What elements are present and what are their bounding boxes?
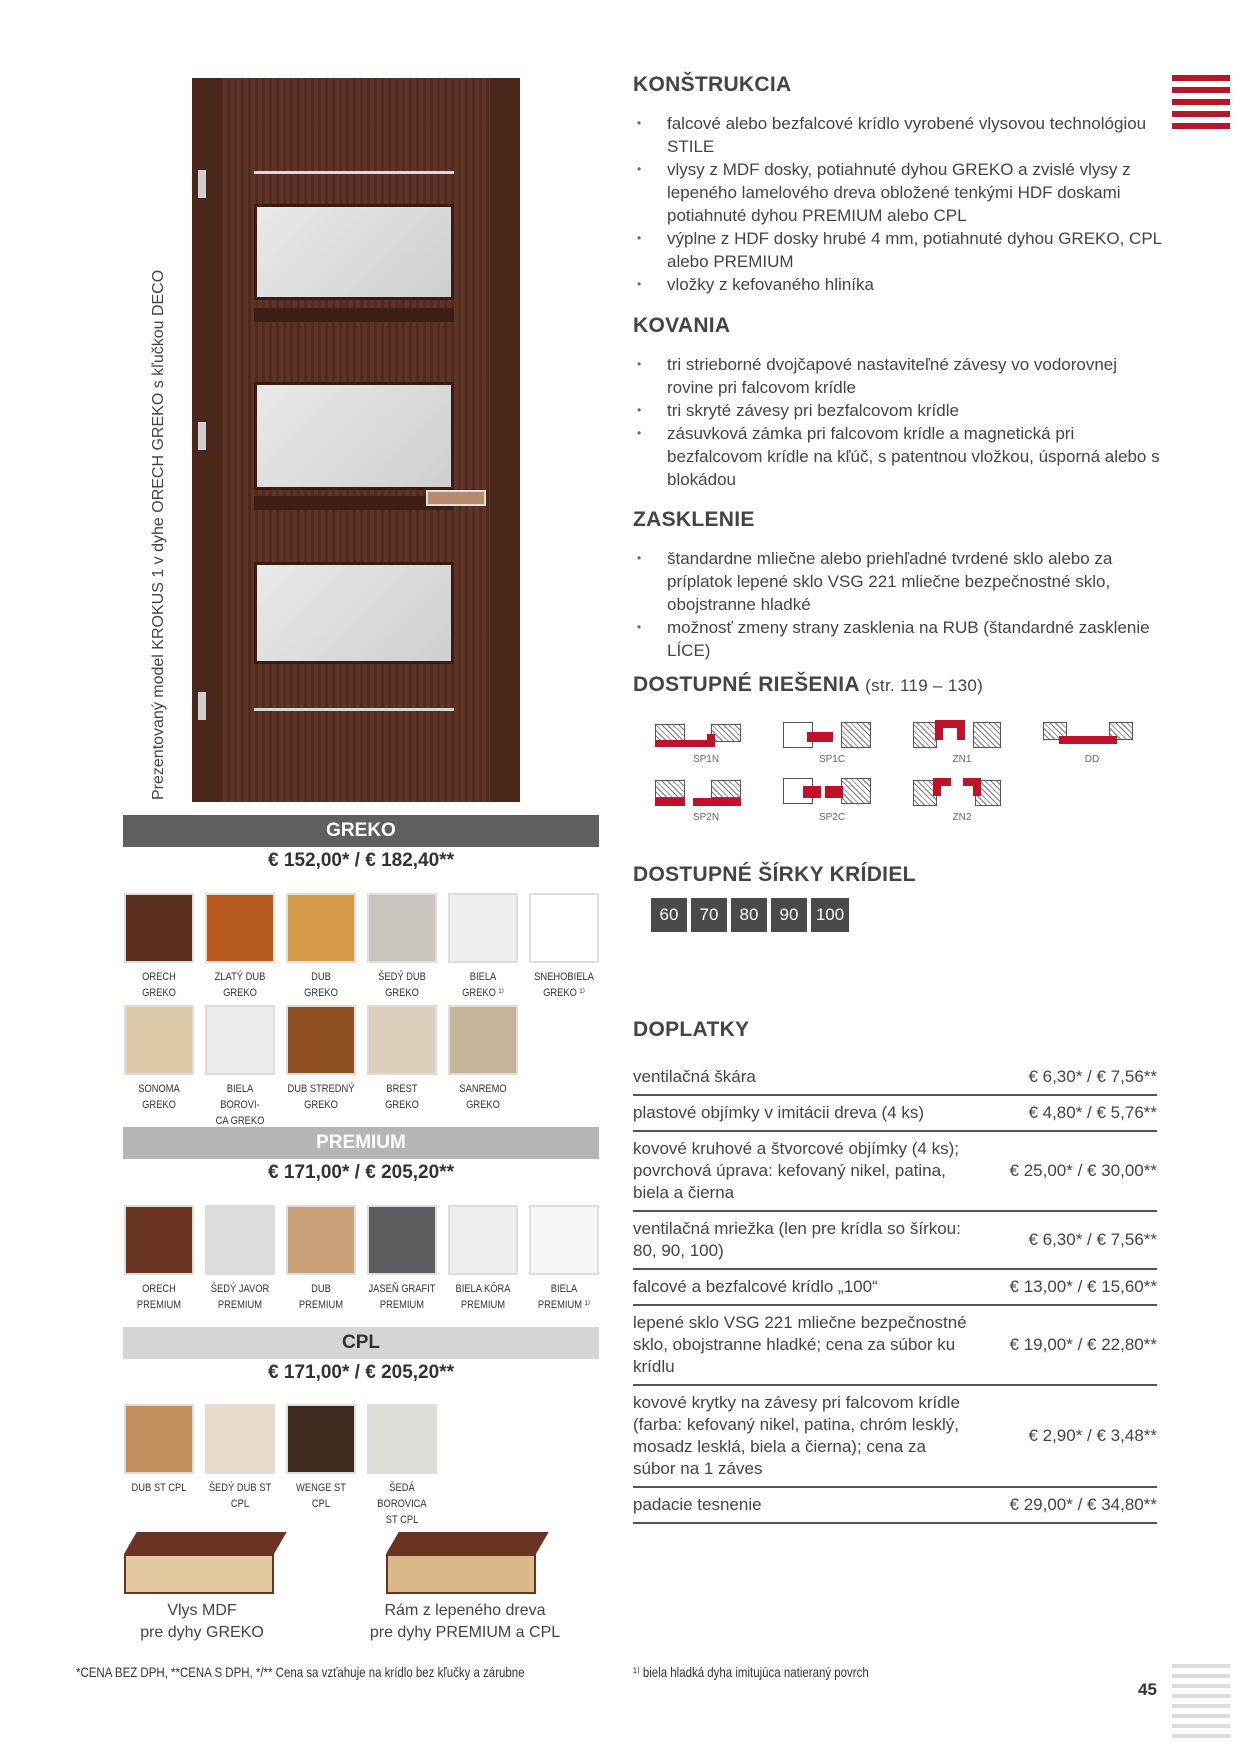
swatch-label: DUB GREKO	[304, 971, 338, 999]
swatch-label: SNEHOBIELA GREKO ¹⁾	[534, 971, 594, 999]
hinge-icon	[198, 692, 206, 720]
color-swatch	[286, 1205, 356, 1275]
extra-price: € 6,30* / € 7,56**	[1028, 1230, 1157, 1249]
color-swatch	[124, 1005, 194, 1075]
swatch-label: ORECH GREKO	[142, 971, 176, 999]
extra-label: kovové kruhové a štvorcové objímky (4 ks); povrchová úprava: kefovaný nikel, patina, biela a čierna	[633, 1139, 959, 1202]
extra-label: kovové krytky na závesy pri falcovom krídle (farba: kefovaný nikel, patina, chróm lesklý, mosadz lesklá, biela a čierna); cena za súbor na 1 záves	[633, 1393, 960, 1478]
table-row	[633, 1060, 1157, 1096]
list-item: • štandardne mliečne alebo priehľadné tvrdené sklo alebo za príplatok lepené sklo VSG 221 mliečne bezpečnostné sklo, obojstranne hladké	[633, 547, 1163, 616]
color-swatch	[286, 1005, 356, 1075]
swatch-label: DUB STREDNÝ GREKO	[287, 1083, 355, 1111]
color-swatch	[529, 893, 599, 963]
swatch-label: SONOMA GREKO	[138, 1083, 180, 1111]
door-stile-left	[192, 78, 222, 802]
premium-band: PREMIUM	[123, 1127, 599, 1159]
list-item: • vlysy z MDF dosky, potiahnuté dyhou GREKO a zvislé vlysy z lepeného lamelového dreva obložené tenkými HDF doskami potiahnuté dyhou PREMIUM alebo CPL	[633, 158, 1163, 227]
solution-dd-icon: DD	[1037, 718, 1147, 768]
swatch-label: SANREMO GREKO	[459, 1083, 507, 1111]
color-swatch	[367, 1205, 437, 1275]
glass-panel	[254, 382, 454, 490]
doplatky-table	[633, 1060, 1157, 1524]
color-swatch	[286, 893, 356, 963]
color-swatch	[448, 1005, 518, 1075]
solution-sp1c-icon: SP1C	[777, 718, 887, 768]
color-swatch	[124, 1205, 194, 1275]
sirky-heading: DOSTUPNÉ ŠÍRKY KRÍDIEL	[633, 863, 916, 886]
premium-price: € 171,00* / € 205,20**	[268, 1162, 454, 1183]
aluminium-strip	[254, 171, 454, 174]
color-swatch	[205, 1205, 275, 1275]
width-90: 90	[771, 898, 807, 932]
solution-zn1-icon: ZN1	[907, 718, 1017, 768]
extra-price: € 6,30* / € 7,56**	[1028, 1067, 1157, 1086]
extra-price: € 13,00* / € 15,60**	[1009, 1277, 1157, 1296]
width-100: 100	[811, 898, 849, 932]
width-60: 60	[651, 898, 687, 932]
swatch-label: ŠEDÁ BOROVICA ST CPL	[377, 1482, 427, 1526]
swatch-label: ŠEDÝ JAVOR PREMIUM	[210, 1283, 270, 1311]
solution-sp2c-icon: SP2C	[777, 776, 887, 826]
swatch-label: ŠEDÝ DUB GREKO	[378, 971, 426, 999]
color-swatch	[205, 1404, 275, 1474]
swatch-label: WENGE ST CPL	[296, 1482, 346, 1510]
riesenia-heading: DOSTUPNÉ RIEŠENIA (str. 119 – 130)	[633, 673, 984, 696]
extra-label: lepené sklo VSG 221 mliečne bezpečnostné sklo, obojstranne hladké; cena za súbor ku krídlu	[633, 1313, 967, 1376]
extra-label: ventilačná mriežka (len pre krídla so šírkou: 80, 90, 100)	[633, 1219, 961, 1260]
width-70: 70	[691, 898, 727, 932]
list-item: • možnosť zmeny strany zasklenia na RUB (štandardné zasklenie LÍCE)	[633, 616, 1163, 662]
door-rail	[254, 308, 454, 322]
kovania-heading: KOVANIA	[633, 314, 731, 337]
color-swatch	[367, 1005, 437, 1075]
extra-price: € 25,00* / € 30,00**	[1009, 1161, 1157, 1180]
extra-label: ventilačná škára	[633, 1067, 756, 1086]
glass-panel	[254, 204, 454, 300]
greko-price: € 152,00* / € 182,40**	[268, 850, 454, 871]
doplatky-heading: DOPLATKY	[633, 1018, 750, 1041]
list-item: • výplne z HDF dosky hrubé 4 mm, potiahnuté dyhou GREKO, CPL alebo PREMIUM	[633, 227, 1163, 273]
color-swatch	[367, 1404, 437, 1474]
extra-label: plastové objímky v imitácii dreva (4 ks)	[633, 1103, 924, 1122]
greko-band: GREKO	[123, 815, 599, 847]
table-row	[633, 1386, 1157, 1488]
door-stile-right	[490, 78, 520, 802]
door-caption: Prezentovaný model KROKUS 1 v dyhe ORECH GREKO s kľučkou DECO	[150, 269, 167, 800]
swatch-label: BIELA KÔRA PREMIUM	[455, 1283, 511, 1311]
wood-frame-profile-image	[386, 1532, 546, 1600]
color-swatch	[205, 893, 275, 963]
width-80: 80	[731, 898, 767, 932]
swatch-label: JASEŇ GRAFIT PREMIUM	[368, 1283, 436, 1311]
table-row	[633, 1096, 1157, 1132]
riesenia-pages: (str. 119 – 130)	[865, 676, 984, 695]
list-item: • zásuvková zámka pri falcovom krídle a magnetická pri bezfalcovom krídle na kľúč, s patentnou vložkou, úsporná alebo s blokádou	[633, 422, 1163, 491]
glass-panel	[254, 562, 454, 664]
color-swatch	[286, 1404, 356, 1474]
mdf-profile-image	[124, 1532, 284, 1600]
color-swatch	[205, 1005, 275, 1075]
solution-sp2n-icon: SP2N	[651, 776, 761, 826]
zasklenie-list	[633, 547, 1163, 662]
list-item: • vložky z kefovaného hliníka	[633, 273, 1163, 296]
swatch-label: BIELA BOROVI- CA GREKO	[215, 1083, 265, 1127]
color-swatch	[124, 1404, 194, 1474]
hinge-icon	[198, 422, 206, 450]
table-row	[633, 1212, 1157, 1270]
solution-zn2-icon: ZN2	[907, 776, 1017, 826]
zasklenie-heading: ZASKLENIE	[633, 508, 755, 531]
extra-price: € 2,90* / € 3,48**	[1028, 1426, 1157, 1445]
cpl-price: € 171,00* / € 205,20**	[268, 1362, 454, 1383]
extra-price: € 29,00* / € 34,80**	[1009, 1495, 1157, 1514]
cpl-band: CPL	[123, 1327, 599, 1359]
swatch-label: BREST GREKO	[385, 1083, 419, 1111]
list-item: • tri strieborné dvojčapové nastaviteľné závesy vo vodorovnej rovine pri falcovom krídle	[633, 353, 1163, 399]
solution-sp1n-icon: SP1N	[651, 718, 761, 768]
kovania-list	[633, 353, 1163, 491]
color-swatch	[529, 1205, 599, 1275]
swatch-label: BIELA PREMIUM ¹⁾	[537, 1283, 591, 1311]
decorative-stripes-top	[1172, 75, 1230, 135]
extra-price: € 4,80* / € 5,76**	[1028, 1103, 1157, 1122]
page-number: 45	[1138, 1680, 1157, 1699]
table-row	[633, 1270, 1157, 1306]
door-rail	[254, 496, 454, 510]
color-swatch	[367, 893, 437, 963]
table-row	[633, 1132, 1157, 1212]
hinge-icon	[198, 170, 206, 198]
swatch-label: ŠEDÝ DUB ST CPL	[208, 1482, 272, 1510]
veneer-footnote: ¹⁾ biela hladká dyha imitujúca natieraný povrch	[633, 1664, 869, 1680]
swatch-label: ZLATÝ DUB GREKO	[214, 971, 266, 999]
color-swatch	[448, 893, 518, 963]
decorative-stripes-bottom	[1172, 1664, 1230, 1744]
swatch-label: BIELA GREKO ¹⁾	[462, 971, 504, 999]
extra-label: padacie tesnenie	[633, 1495, 762, 1514]
color-swatch	[448, 1205, 518, 1275]
price-footnote: *CENA BEZ DPH, **CENA S DPH, */** Cena sa vzťahuje na krídlo bez kľučky a zárubne	[76, 1664, 525, 1680]
table-row	[633, 1306, 1157, 1386]
extra-label: falcové a bezfalcové krídlo „100“	[633, 1277, 878, 1296]
color-swatch	[124, 893, 194, 963]
konstrukcia-list	[633, 112, 1163, 296]
extra-price: € 19,00* / € 22,80**	[1009, 1335, 1157, 1354]
door-image	[192, 78, 520, 802]
mdf-profile-label: Vlys MDF pre dyhy GREKO	[140, 1602, 264, 1641]
swatch-label: DUB ST CPL	[131, 1482, 187, 1494]
konstrukcia-heading: KONŠTRUKCIA	[633, 73, 792, 96]
swatch-label: DUB PREMIUM	[298, 1283, 344, 1311]
wood-frame-profile-label: Rám z lepeného dreva pre dyhy PREMIUM a CPL	[369, 1602, 561, 1641]
door-handle-icon	[426, 490, 486, 506]
list-item: • tri skryté závesy pri bezfalcovom krídle	[633, 399, 1163, 422]
swatch-label: ORECH PREMIUM	[136, 1283, 182, 1311]
table-row	[633, 1488, 1157, 1524]
aluminium-strip	[254, 708, 454, 711]
list-item: • falcové alebo bezfalcové krídlo vyrobené vlysovou technológiou STILE	[633, 112, 1163, 158]
